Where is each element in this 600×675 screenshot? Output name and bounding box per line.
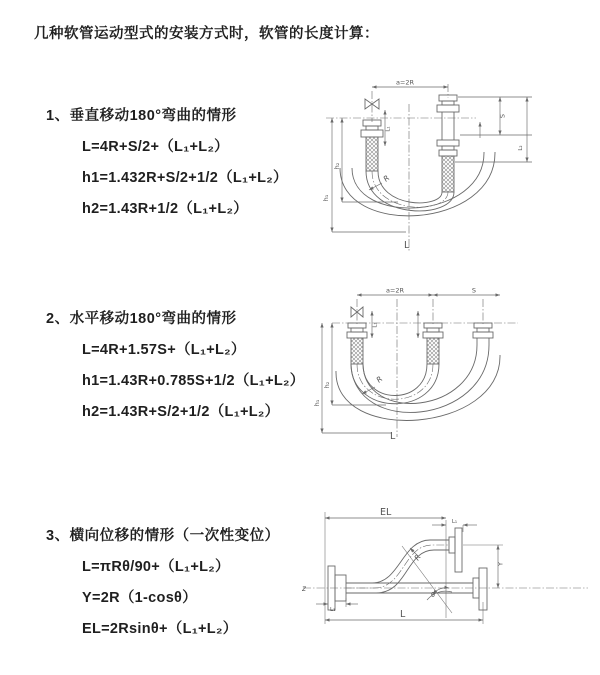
dim-radius-label: R [374, 374, 385, 385]
section-1-formula-L: L=4R+S/2+（L₁+L₂） [82, 139, 229, 155]
section-3-heading: 3、横向位移的情形（一次性变位） [46, 528, 280, 544]
hose-s-curve [346, 540, 449, 593]
dim-length-label: L [390, 431, 396, 442]
section-3-formula-EL: EL=2Rsinθ+（L₁+L₂） [82, 621, 238, 637]
dim-l1-top-label: L₁ [451, 519, 458, 525]
dim-radius-label: R [381, 173, 392, 184]
diagram-3-labels [301, 507, 505, 620]
diagram-vertical-bend [308, 76, 534, 258]
dim-s-label: S [498, 113, 507, 119]
dim-length-label: L [400, 609, 406, 620]
dimension-lines [316, 518, 498, 620]
dim-theta-label: θ [431, 591, 435, 599]
centerline-z-mark: z [302, 584, 306, 593]
dim-s-label: S [471, 286, 477, 295]
hose-curves [340, 152, 495, 216]
dim-h1-label: h₁ [322, 194, 330, 202]
dim-span-label: a=2R [385, 286, 405, 295]
section-3-formula-Y: Y=2R（1-cosθ） [82, 590, 197, 606]
top-right-flange [449, 528, 462, 572]
section-3-formula-L: L=πRθ/90+（L₁+L₂） [82, 559, 230, 575]
section-2-formula-h2: h2=1.43R+S/2+1/2（L₁+L₂） [82, 404, 280, 420]
section-1-formula-h1: h1=1.432R+S/2+1/2（L₁+L₂） [82, 170, 288, 186]
construction-lines [325, 512, 503, 624]
section-vertical-bend [46, 104, 288, 218]
dim-l2-label: L₂ [518, 145, 524, 151]
dim-h2-label: h₂ [323, 381, 331, 389]
dim-radius-label: R [412, 552, 423, 563]
dim-y-label: Y [496, 562, 505, 566]
diagram-2-labels [313, 287, 476, 443]
dim-length-label: L [404, 240, 410, 251]
right-hose-fitting [437, 95, 459, 192]
dim-h1-label: h₁ [313, 399, 321, 407]
section-2-heading: 2、水平移动180°弯曲的情形 [46, 311, 237, 327]
centerlines [332, 299, 518, 437]
section-2-formula-h1: h1=1.43R+0.785S+1/2（L₁+L₂） [82, 373, 305, 389]
section-lateral-shift [46, 524, 280, 638]
diagram-horizontal-bend [306, 283, 546, 451]
right-hose-fitting [473, 323, 493, 345]
left-hose-fitting [361, 120, 383, 171]
dim-h2-label: h₂ [333, 162, 341, 170]
dim-l1-label: L₁ [385, 126, 392, 132]
dim-l1-bottom-label: L₁ [330, 607, 336, 613]
middle-hose-fitting [423, 323, 443, 364]
left-hose-fitting [347, 323, 367, 364]
right-flange [473, 568, 487, 610]
section-1-formula-h2: h2=1.43R+1/2（L₁+L₂） [82, 201, 249, 217]
page-title: 几种软管运动型式的安装方式时，软管的长度计算： [34, 26, 379, 42]
diagram-lateral-shift [300, 498, 598, 648]
dim-l1-label: L₁ [372, 322, 379, 328]
dim-el-label: EL [380, 507, 392, 518]
dim-span-label: a=2R [395, 78, 415, 87]
section-1-heading: 1、垂直移动180°弯曲的情形 [46, 108, 237, 124]
section-2-formula-L: L=4R+1.57S+（L₁+L₂） [82, 342, 246, 358]
section-horizontal-bend [46, 307, 305, 421]
